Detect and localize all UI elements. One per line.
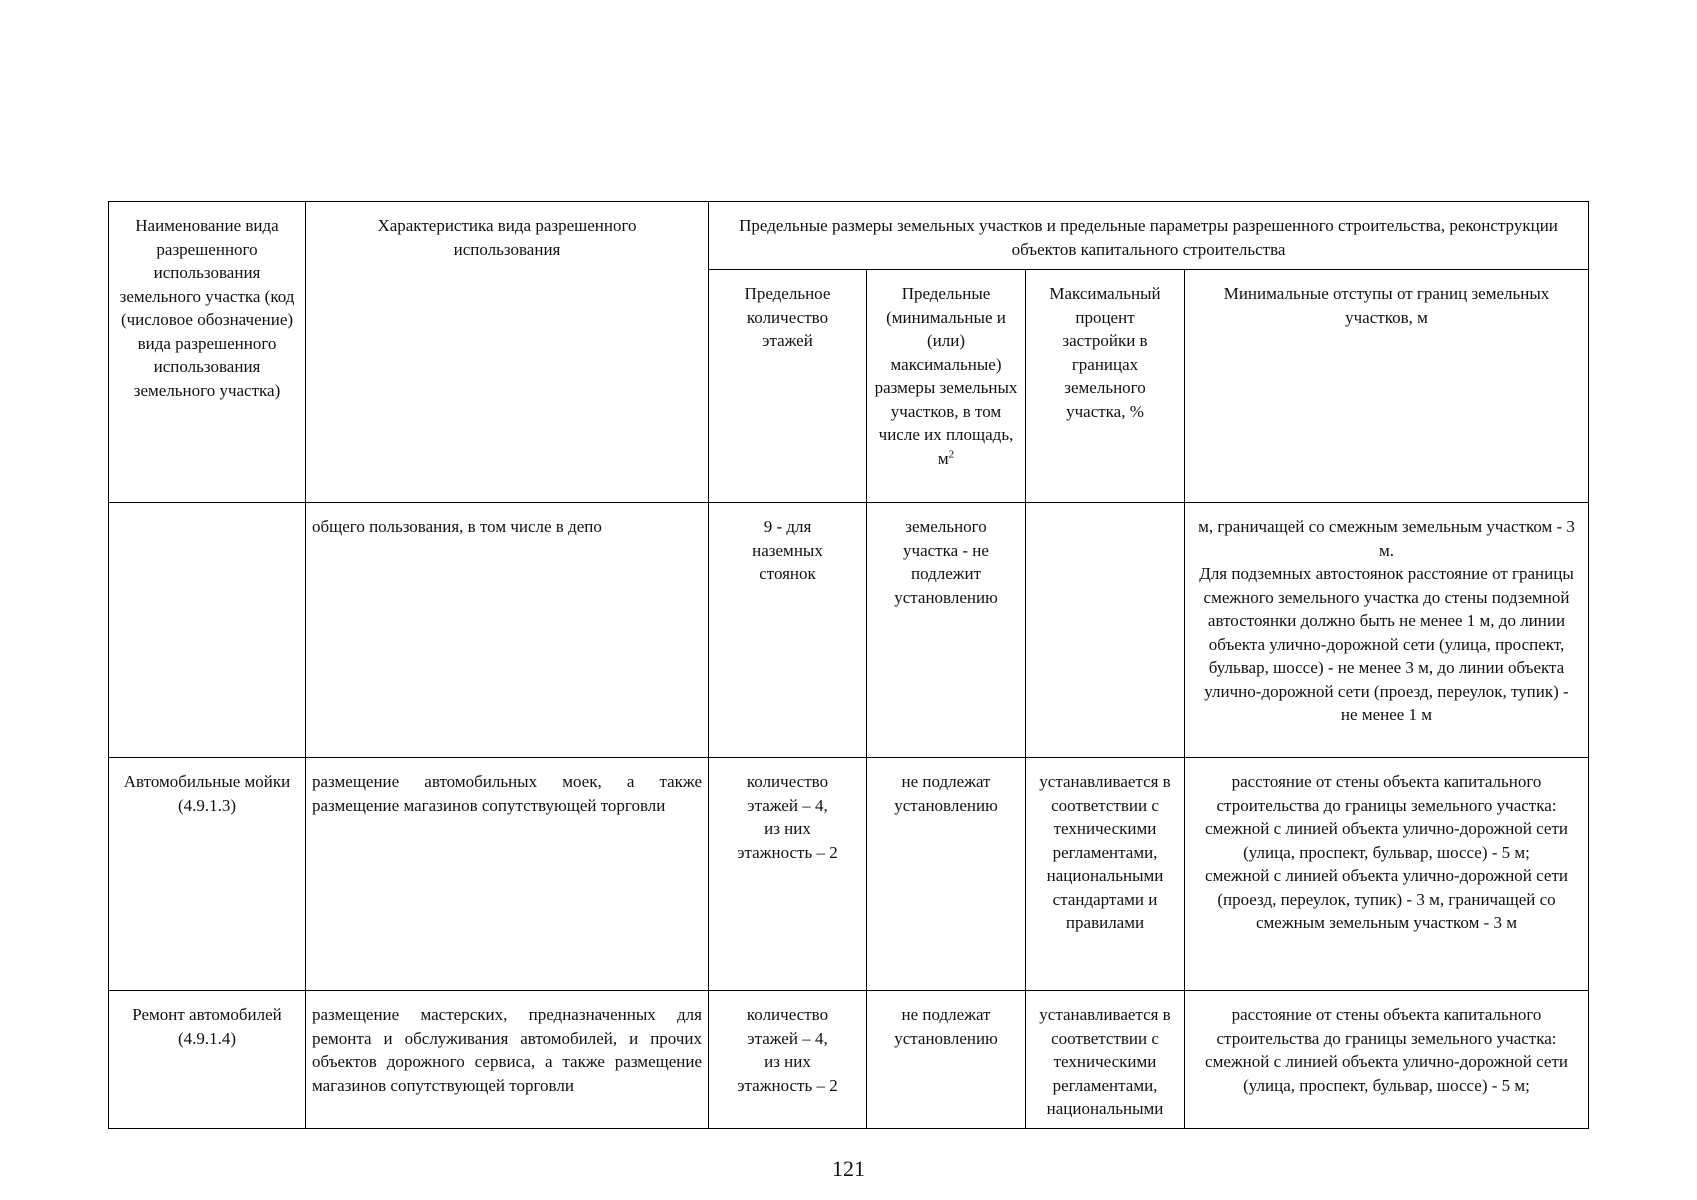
page-number: 121 <box>832 1156 865 1181</box>
header-characteristic-cell: Характеристика вида разрешенного использования <box>306 202 709 503</box>
table-row <box>109 758 1589 991</box>
row-floors-cell: 9 - для наземных стоянок <box>709 503 867 758</box>
header-sizes-cell <box>867 270 1026 503</box>
row-sizes-cell: не подлежат установлению <box>867 758 1026 991</box>
row-floors-cell: количество этажей – 4, из них этажность – 2 <box>709 758 867 991</box>
row-sizes-cell: земельного участка - не подлежит установлению <box>867 503 1026 758</box>
row-setbacks-cell: расстояние от стены объекта капитального строительства до границы земельного участка: смежной с линией объекта улично-дорожной сети (улица, проспект, бульвар, шоссе) - 5 м; <box>1185 991 1589 1129</box>
row-name-cell <box>109 503 306 758</box>
header-name-cell: Наименование вида разрешенного использования земельного участка (код (числовое обозначение) вида разрешенного использования земельного участка) <box>109 202 306 503</box>
table-row <box>109 503 1589 758</box>
header-sizes-superscript: 2 <box>948 447 955 460</box>
row-characteristic-cell: размещение мастерских, предназначенных для ремонта и обслуживания автомобилей, и прочих объектов дорожного сервиса, а также размещение магазинов сопутствующей торговли <box>306 991 709 1129</box>
header-floors-cell: Предельное количество этажей <box>709 270 867 503</box>
row-setbacks-cell: м, граничащей со смежным земельным участком - 3 м. Для подземных автостоянок расстояние от границы смежного земельного участка до стены подземной автостоянки должно быть не менее 1 м, до линии объекта улично-дорожной сети (улица, проспект, бульвар, шоссе) - не менее 3 м, до линии объекта улично-дорожной сети (проезд, переулок, тупик) - не менее 1 м <box>1185 503 1589 758</box>
row-percent-cell: устанавливается в соответствии с техническими регламентами, национальными <box>1026 991 1185 1129</box>
header-percent-cell: Максимальный процент застройки в границах земельного участка, % <box>1026 270 1185 503</box>
row-name-cell: Ремонт автомобилей (4.9.1.4) <box>109 991 306 1129</box>
row-characteristic-cell: общего пользования, в том числе в депо <box>306 503 709 758</box>
header-setbacks-cell: Минимальные отступы от границ земельных участков, м <box>1185 270 1589 503</box>
header-sizes-text: Предельные (минимальные и (или) максимальные) размеры земельных участков, в том числе их площадь, м <box>874 284 1018 468</box>
row-characteristic-cell: размещение автомобильных моек, а также размещение магазинов сопутствующей торговли <box>306 758 709 991</box>
row-sizes-cell: не подлежат установлению <box>867 991 1026 1129</box>
header-row-1 <box>109 202 1589 270</box>
header-limits-group-cell: Предельные размеры земельных участков и предельные параметры разрешенного строительства, реконструкции объектов капитального строительства <box>709 202 1589 270</box>
land-use-table <box>108 201 1589 1129</box>
row-percent-cell <box>1026 503 1185 758</box>
row-percent-cell: устанавливается в соответствии с техническими регламентами, национальными стандартами и правилами <box>1026 758 1185 991</box>
row-floors-cell: количество этажей – 4, из них этажность – 2 <box>709 991 867 1129</box>
row-setbacks-cell: расстояние от стены объекта капитального строительства до границы земельного участка: смежной с линией объекта улично-дорожной сети (улица, проспект, бульвар, шоссе) - 5 м; смежной с линией объекта улично-дорожной сети (проезд, переулок, тупик) - 3 м, граничащей со смежным земельным участком - 3 м <box>1185 758 1589 991</box>
table-row <box>109 991 1589 1129</box>
row-name-cell: Автомобильные мойки (4.9.1.3) <box>109 758 306 991</box>
